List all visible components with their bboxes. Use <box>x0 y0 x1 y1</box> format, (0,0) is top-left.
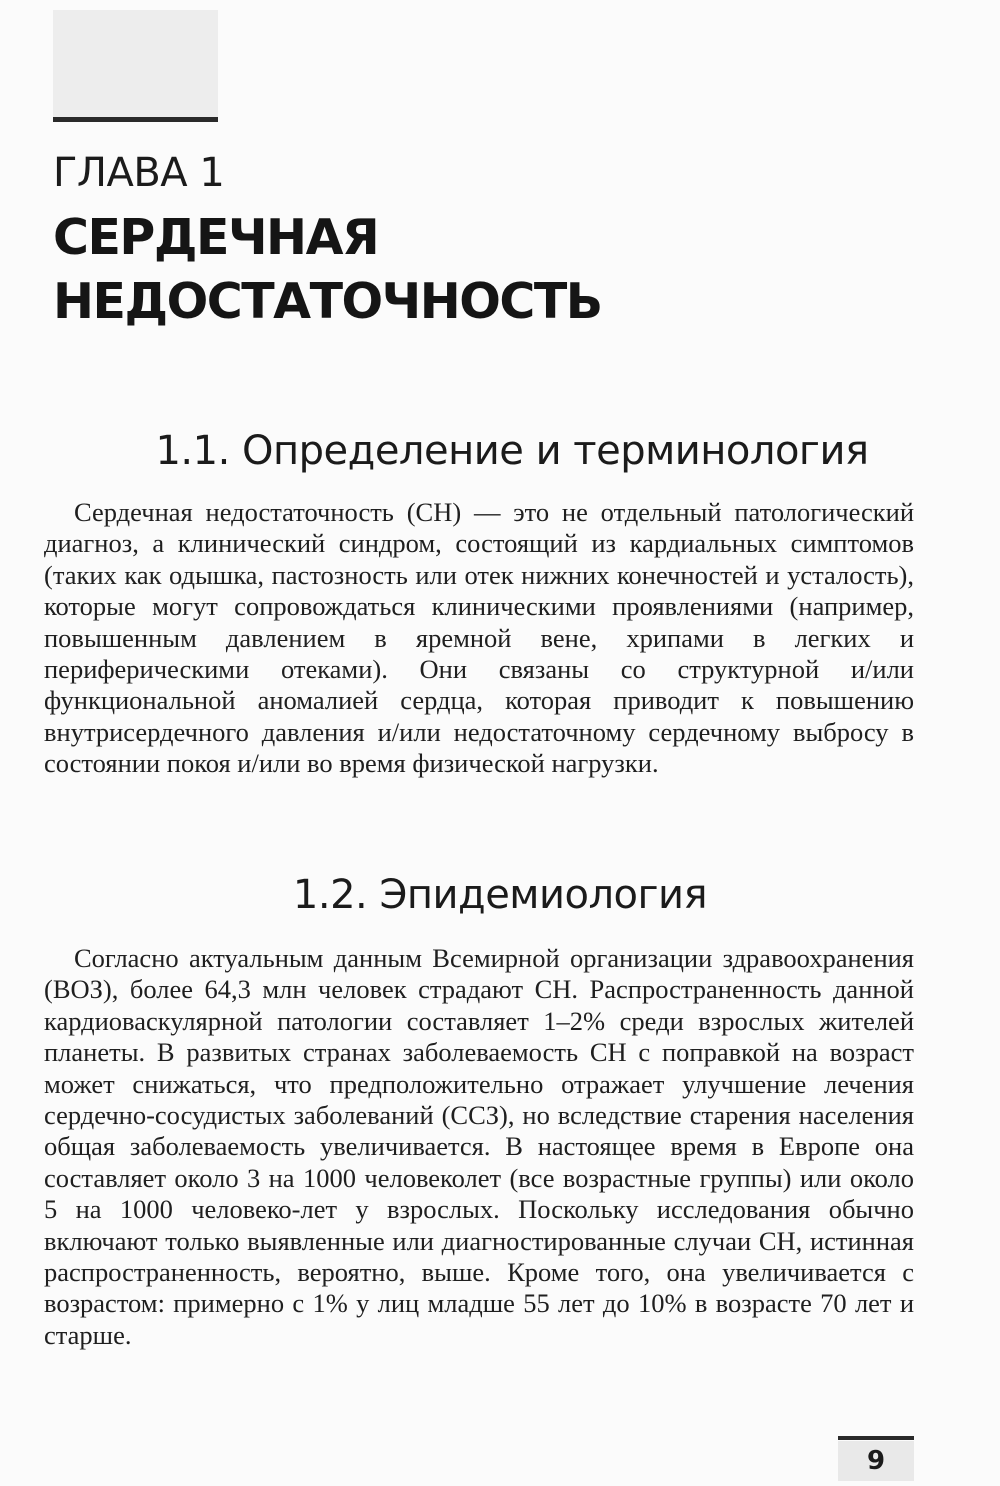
section-paragraph-definition: Сердечная недостаточность (СН) — это не отдельный патологический диагноз, а клинический синдром, состоящий из кардиальных симптомов (таких как одышка, пастозность или отек нижних конечностей и усталость), которые могут сопровождаться клиническими проявлениями (например, повышенным давлением в яремной вене, хрипами в легких и периферическими отеками). Они связаны со структурной и/или функциональной аномалией сердца, которая приводит к повышению внутрисердечного давления и/или недостаточному сердечному выбросу в состоянии покоя и/или во время физической нагрузки. <box>44 497 914 779</box>
section-heading-epidemiology: 1.2. Эпидемиология <box>292 872 708 918</box>
chapter-label: ГЛАВА 1 <box>53 150 225 196</box>
page-number: 9 <box>838 1441 914 1481</box>
header-decorative-block <box>53 10 218 118</box>
chapter-title: СЕРДЕЧНАЯ НЕДОСТАТОЧНОСТЬ <box>53 209 602 330</box>
page-number-rule <box>838 1436 914 1440</box>
section-paragraph-epidemiology: Согласно актуальным данным Всемирной организации здравоохранения (ВОЗ), более 64,3 млн человек страдают СН. Распространенность данной кардиоваскулярной патологии составляет 1–2% среди взрослых жителей планеты. В развитых странах заболеваемость СН с поправкой на возраст может снижаться, что предположительно отражает улучшение лечения сердечно-сосудистых заболеваний (ССЗ), но вследствие старения населения общая заболеваемость увеличивается. В настоящее время в Европе она составляет около 3 на 1000 человеколет (все возрастные группы) или около 5 на 1000 человеко-лет у взрослых. Поскольку исследования обычно включают только выявленные или диагностированные случаи СН, истинная распространенность, вероятно, выше. Кроме того, она увеличивается с возрастом: примерно с 1% у лиц младше 55 лет до 10% в возрасте 70 лет и старше. <box>44 943 914 1350</box>
header-rule <box>53 117 218 122</box>
section-heading-definition: 1.1. Определение и терминология <box>155 428 869 474</box>
